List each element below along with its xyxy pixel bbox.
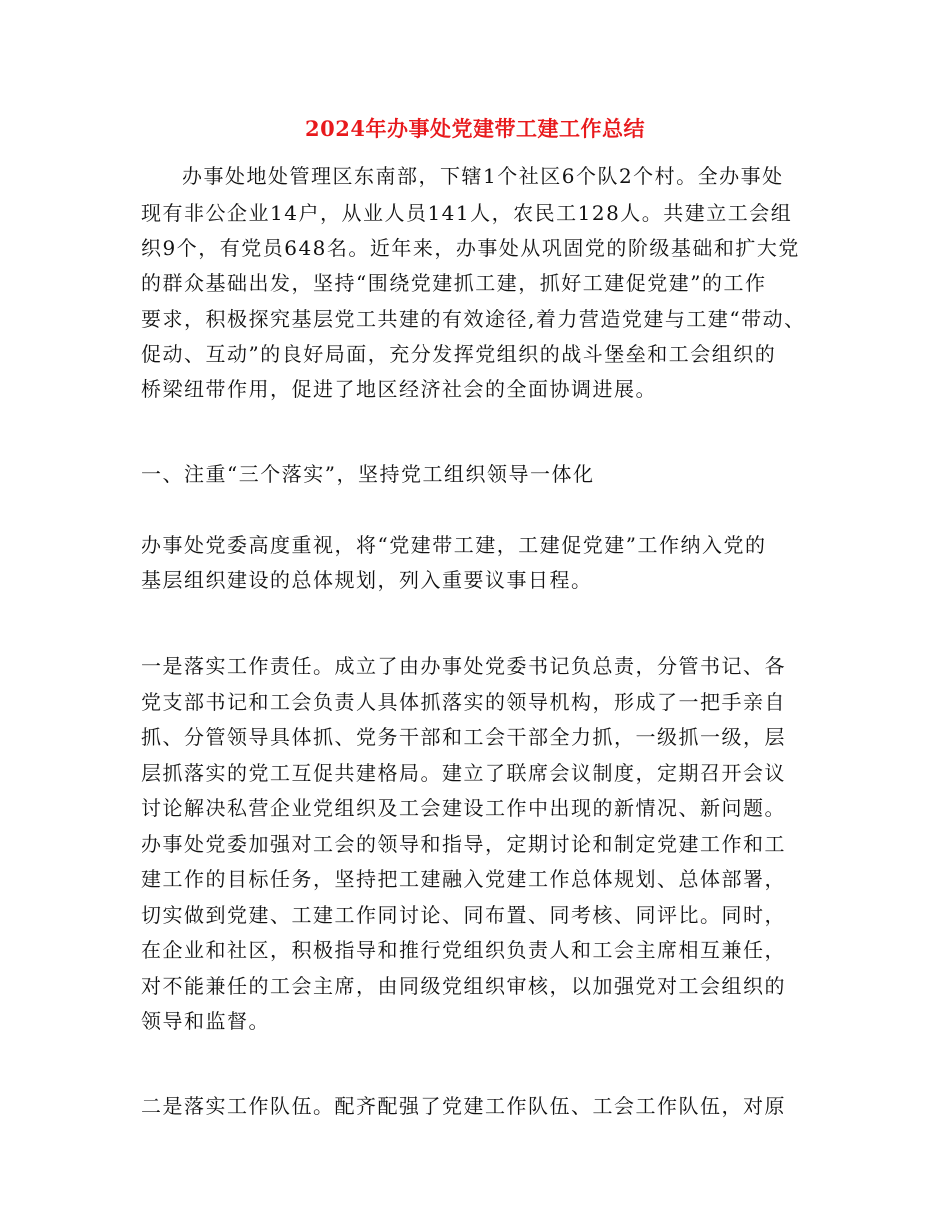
- paragraph-line: 切实做到党建、工建工作同讨论、同布置、同考核、同评比。同时，: [141, 903, 786, 927]
- paragraph-line: 抓、分管领导具体抓、党务干部和工会干部全力抓，一级抓一级，层: [141, 725, 786, 749]
- paragraph-line: 领导和监督。: [141, 1009, 270, 1033]
- section-heading: 一、注重“三个落实”，坚持党工组织领导一体化: [141, 462, 595, 486]
- paragraph-line: 现有非公企业14户，从业人员141人，农民工128人。共建立工会组: [141, 201, 793, 225]
- paragraph-line: 办事处党委加强对工会的领导和指导，定期讨论和制定党建工作和工: [141, 832, 786, 856]
- paragraph-line: 促动、互动”的良好局面，充分发挥党组织的战斗堡垒和工会组织的: [141, 342, 777, 366]
- paragraph-line: 讨论解决私营企业党组织及工会建设工作中出现的新情况、新问题。: [141, 796, 786, 820]
- paragraph-line: 对不能兼任的工会主席，由同级党组织审核，以加强党对工会组织的: [141, 974, 786, 998]
- paragraph-line: 层抓落实的党工互促共建格局。建立了联席会议制度，定期召开会议: [141, 761, 786, 785]
- paragraph-line: 的群众基础出发，坚持“围绕党建抓工建，抓好工建促党建”的工作: [141, 271, 767, 295]
- paragraph-line: 一是落实工作责任。成立了由办事处党委书记负总责，分管书记、各: [141, 654, 786, 678]
- paragraph-line: 办事处地处管理区东南部，下辖1个社区6个队2个村。全办事处: [182, 164, 784, 188]
- paragraph-line: 在企业和社区，积极指导和推行党组织负责人和工会主席相互兼任，: [141, 938, 786, 962]
- paragraph-line: 建工作的目标任务，坚持把工建融入党建工作总体规划、总体部署，: [141, 867, 786, 891]
- paragraph-line: 二是落实工作队伍。配齐配强了党建工作队伍、工会工作队伍，对原: [141, 1094, 786, 1118]
- paragraph-line: 办事处党委高度重视，将“党建带工建，工建促党建”工作纳入党的: [141, 533, 767, 557]
- paragraph-line: 基层组织建设的总体规划，列入重要议事日程。: [141, 568, 593, 592]
- paragraph-line: 桥梁纽带作用，促进了地区经济社会的全面协调进展。: [141, 377, 657, 401]
- paragraph-line: 要求，积极探究基层党工共建的有效途径,着力营造党建与工建“带动、: [141, 307, 806, 331]
- paragraph-line: 党支部书记和工会负责人具体抓落实的领导机构，形成了一把手亲自: [141, 690, 786, 714]
- paragraph-line: 织9个，有党员648名。近年来，办事处从巩固党的阶级基础和扩大党: [141, 236, 800, 260]
- document-title: 2024年办事处党建带工建工作总结: [305, 116, 645, 141]
